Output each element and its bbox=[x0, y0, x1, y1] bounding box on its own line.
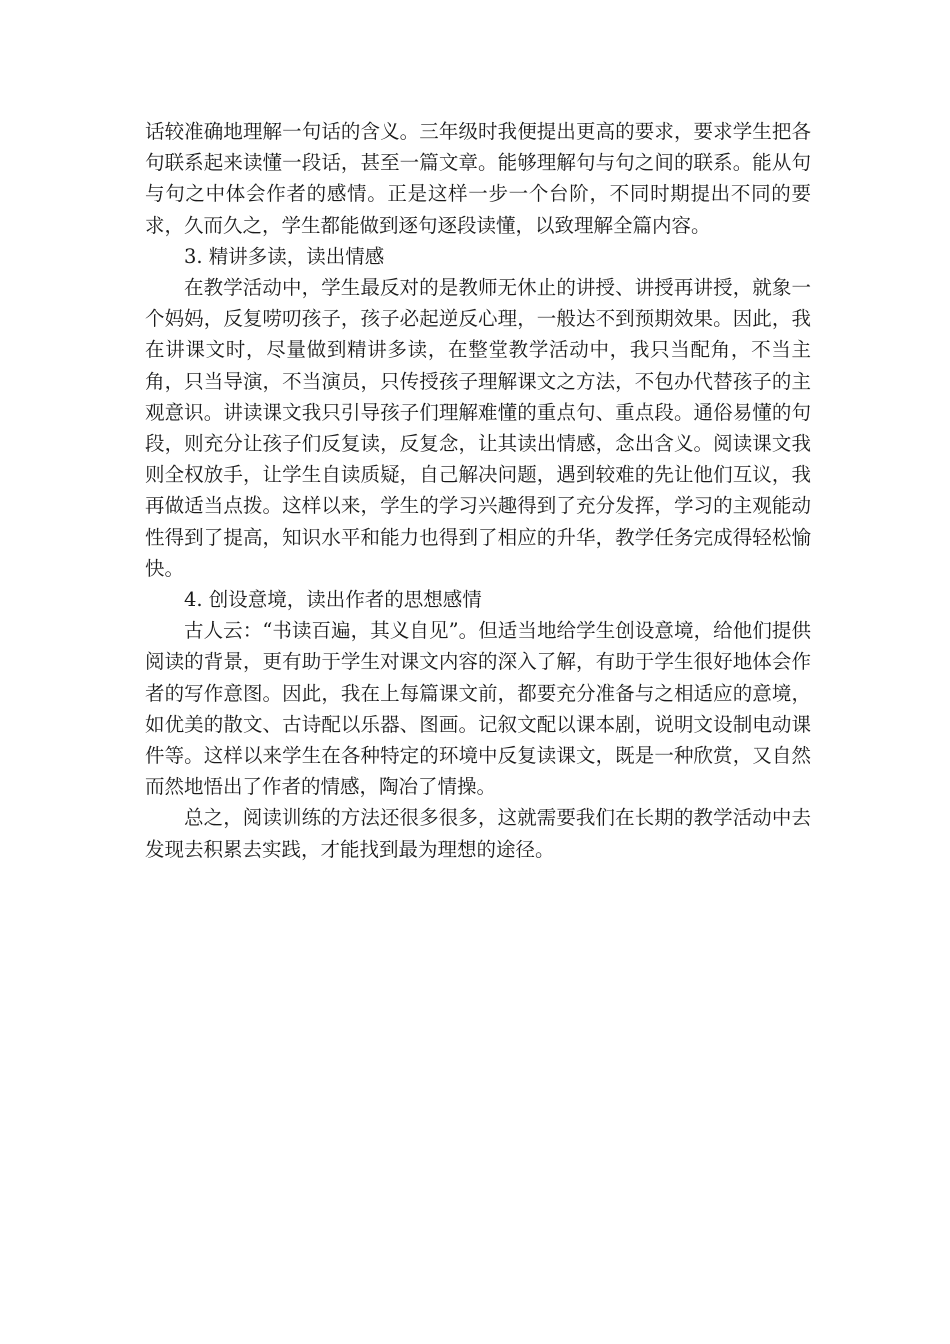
section-heading-3: 3. 精讲多读，读出情感 bbox=[184, 244, 385, 268]
paragraph-section-4: 古人云：“书读百遍，其义自见”。但适当地给学生创设意境，给他们提供阅读的背景，更有助于学生对课文内容的深入了解，有助于学生很好地体会作者的写作意图。因此，我在上每篇课文前，都要充分准备与之相适应的意境，如优美的散文、古诗配以乐器、图画。记叙文配以课本剧，说明文设制电动课件等。这样以来学生在各种特定的环境中反复读课文，既是一种欣赏，又自然而然地悟出了作者的情感，陶冶了情操。 bbox=[145, 619, 811, 799]
document-page bbox=[145, 116, 811, 865]
paragraph-section-3: 在教学活动中，学生最反对的是教师无休止的讲授、讲授再讲授，就象一个妈妈，反复唠叨孩子，孩子必起逆反心理，一般达不到预期效果。因此，我在讲课文时，尽量做到精讲多读，在整堂教学活动中，我只当配角，不当主角，只当导演，不当演员，只传授孩子理解课文之方法，不包办代替孩子的主观意识。讲读课文我只引导孩子们理解难懂的重点句、重点段。通俗易懂的句段，则充分让孩子们反复读，反复念，让其读出情感，念出含义。阅读课文我则全权放手，让学生自读质疑，自己解决问题，遇到较难的先让他们互议，我再做适当点拨。这样以来，学生的学习兴趣得到了充分发挥，学习的主观能动性得到了提高，知识水平和能力也得到了相应的升华，教学任务完成得轻松愉快。 bbox=[145, 276, 811, 580]
paragraph-continuation: 话较准确地理解一句话的含义。三年级时我便提出更高的要求，要求学生把各句联系起来读懂一段话，甚至一篇文章。能够理解句与句之间的联系。能从句与句之中体会作者的感情。正是这样一步一个台阶，不同时期提出不同的要求，久而久之，学生都能做到逐句逐段读懂，以致理解全篇内容。 bbox=[145, 120, 811, 237]
section-heading-4: 4. 创设意境，读出作者的思想感情 bbox=[184, 588, 482, 612]
paragraph-conclusion: 总之，阅读训练的方法还很多很多，这就需要我们在长期的教学活动中去发现去积累去实践，才能找到最为理想的途径。 bbox=[145, 806, 811, 861]
